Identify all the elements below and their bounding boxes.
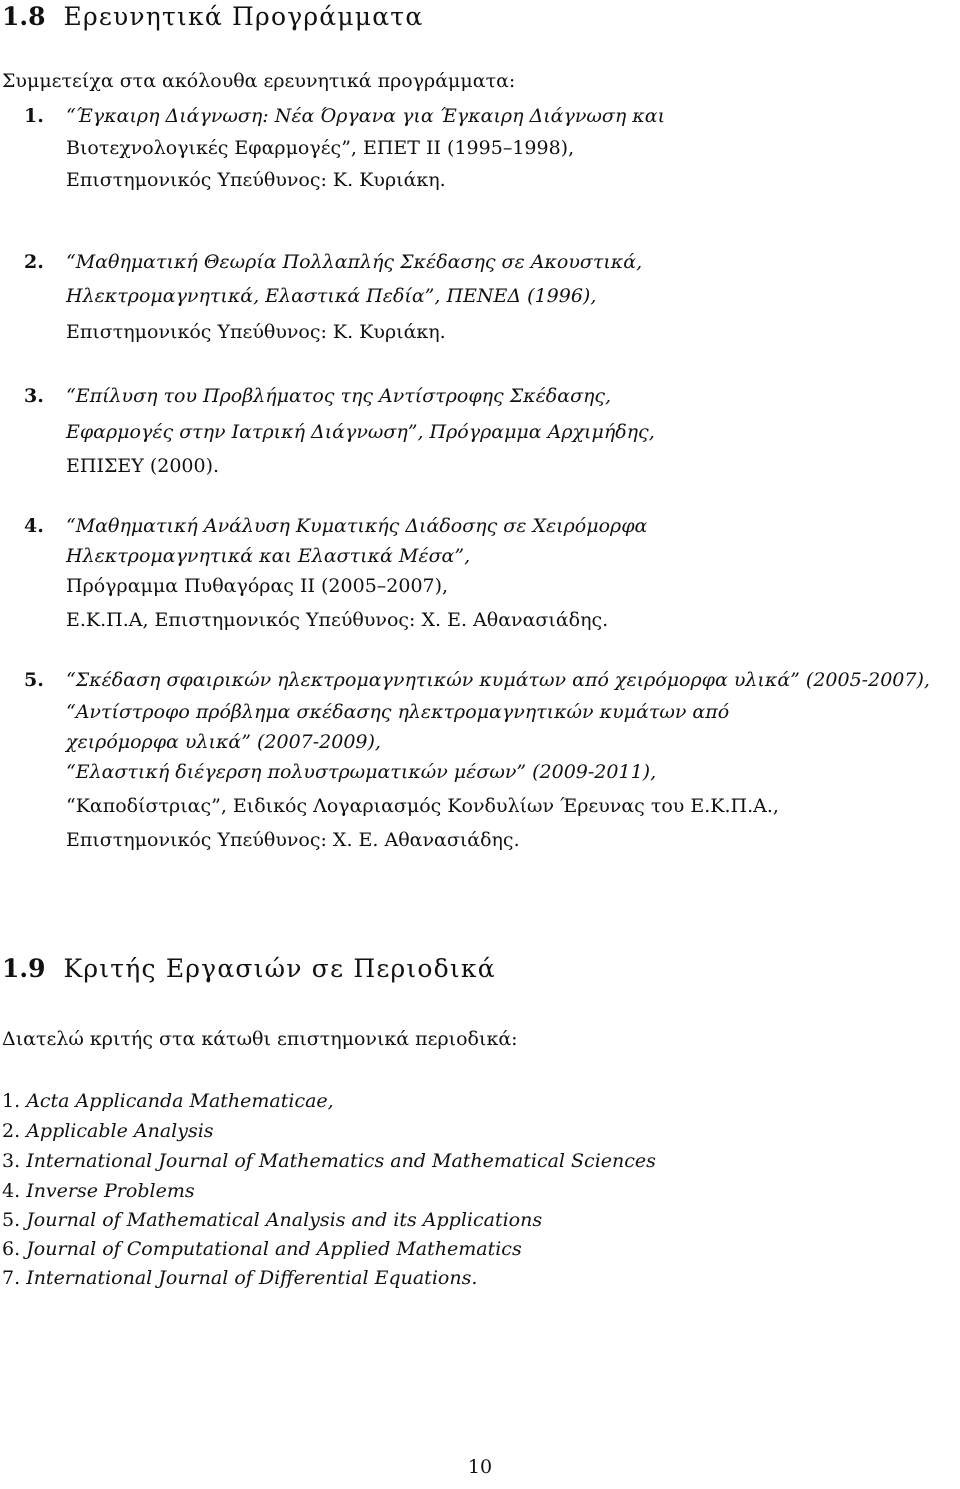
section-number: 1.9: [2, 954, 46, 983]
journal-item: [2, 1090, 334, 1112]
journal-name: International Journal of Differential Equations.: [26, 1267, 478, 1289]
item-number: 2.: [24, 251, 44, 273]
item-line: χειρόμορφα υλικά” (2007-2009),: [66, 731, 381, 753]
journal-number: 5.: [2, 1209, 21, 1231]
journal-name: Inverse Problems: [26, 1180, 195, 1202]
item-line: Ηλεκτρομαγνητικά και Ελαστικά Μέσα”,: [66, 545, 471, 567]
item-line: “Μαθηματική Ανάλυση Κυματικής Διάδοσης σε Χειρόμορφα: [66, 515, 648, 537]
item-number: 4.: [24, 515, 44, 537]
journal-item: [2, 1180, 195, 1202]
item-number: 5.: [24, 669, 44, 691]
section-title: Κριτής Εργασιών σε Περιοδικά: [63, 954, 496, 983]
section-number: 1.8: [2, 2, 46, 31]
journal-item: [2, 1267, 477, 1289]
journal-item: [2, 1209, 542, 1231]
item-line: Εφαρμογές στην Ιατρική Διάγνωση”, Πρόγραμμα Αρχιμήδης,: [66, 421, 655, 443]
section-intro: Διατελώ κριτής στα κάτωθι επιστημονικά περιοδικά:: [2, 1028, 518, 1050]
section-heading-1-9: [2, 954, 496, 983]
journal-number: 4.: [2, 1180, 21, 1202]
section-intro: Συμμετείχα στα ακόλουθα ερευνητικά προγράμματα:: [2, 70, 516, 92]
journal-name: Acta Applicanda Mathematicae,: [26, 1090, 334, 1112]
journal-name: International Journal of Mathematics and Mathematical Sciences: [26, 1150, 656, 1172]
journal-item: [2, 1120, 214, 1142]
item-line: Πρόγραμμα Πυθαγόρας ΙΙ (2005–2007),: [66, 575, 449, 597]
item-line: “Έγκαιρη Διάγνωση: Νέα Όργανα για Έγκαιρη Διάγνωση και: [66, 105, 666, 127]
journal-name: Applicable Analysis: [26, 1120, 214, 1142]
item-line: Επιστημονικός Υπεύθυνος: Χ. Ε. Αθανασιάδης.: [66, 829, 520, 851]
section-title: Ερευνητικά Προγράμματα: [63, 2, 424, 31]
item-line: “Σκέδαση σφαιρικών ηλεκτρομαγνητικών κυμάτων από χειρόμορφα υλικά” (2005-2007),: [66, 669, 930, 691]
section-heading-1-8: [2, 2, 423, 31]
item-line: Ε.Κ.Π.Α, Επιστημονικός Υπεύθυνος: Χ. Ε. Αθανασιάδης.: [66, 609, 609, 631]
journal-number: 3.: [2, 1150, 21, 1172]
item-line: Ηλεκτρομαγνητικά, Ελαστικά Πεδία”, ΠΕΝΕΔ (1996),: [66, 285, 597, 307]
item-line: “Αντίστροφο πρόβλημα σκέδασης ηλεκτρομαγνητικών κυμάτων από: [66, 701, 730, 723]
item-line: “Επίλυση του Προβλήματος της Αντίστροφης Σκέδασης,: [66, 385, 612, 407]
item-line: ΕΠΙΣΕΥ (2000).: [66, 455, 220, 477]
item-line: “Ελαστική διέγερση πολυστρωματικών μέσων” (2009-2011),: [66, 761, 657, 783]
journal-number: 7.: [2, 1267, 21, 1289]
journal-number: 6.: [2, 1238, 21, 1260]
journal-item: [2, 1150, 656, 1172]
item-line: Βιοτεχνολογικές Εφαρμογές”, ΕΠΕΤ ΙΙ (1995–1998),: [66, 137, 575, 159]
item-number: 3.: [24, 385, 44, 407]
journal-number: 2.: [2, 1120, 21, 1142]
item-number: 1.: [24, 105, 44, 127]
page-number: 10: [467, 1456, 493, 1478]
item-line: Επιστημονικός Υπεύθυνος: Κ. Κυριάκη.: [66, 169, 446, 191]
journal-name: Journal of Computational and Applied Mathematics: [26, 1238, 522, 1260]
journal-name: Journal of Mathematical Analysis and its Applications: [26, 1209, 543, 1231]
item-line: “Καποδίστριας”, Ειδικός Λογαριασμός Κονδυλίων Έρευνας του Ε.Κ.Π.Α.,: [66, 795, 779, 817]
journal-item: [2, 1238, 522, 1260]
journal-number: 1.: [2, 1090, 21, 1112]
item-line: “Μαθηματική Θεωρία Πολλαπλής Σκέδασης σε Ακουστικά,: [66, 251, 643, 273]
item-line: Επιστημονικός Υπεύθυνος: Κ. Κυριάκη.: [66, 321, 446, 343]
